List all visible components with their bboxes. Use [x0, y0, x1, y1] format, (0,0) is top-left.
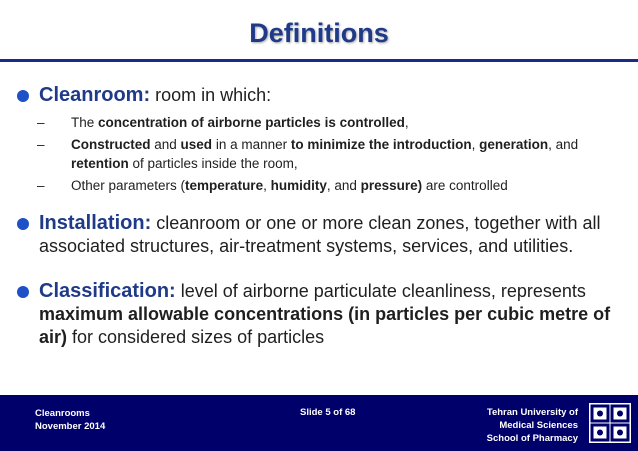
bullet-dot-icon [17, 90, 29, 102]
definition-installation: cleanroom or one or more clean zones, together with all associated structures, air-treatment systems, services, and utilities. [39, 213, 601, 256]
footer-slide-number: Slide 5 of 68 [300, 407, 356, 418]
definition-classification-part1: level of airborne particulate cleanliness, represents [175, 281, 586, 301]
institution-line-1: Tehran University of [486, 407, 578, 418]
footer-date: November 2014 [35, 421, 106, 432]
footer-course: Cleanrooms [35, 408, 90, 419]
slide-title: Definitions [249, 18, 389, 48]
footer-left [35, 407, 105, 433]
sub-bullet-run: in a manner [212, 137, 291, 152]
sub-bullet-run: of particles inside the room, [128, 156, 298, 171]
sub-bullet-run: used [180, 137, 213, 152]
dash-marker: – [37, 137, 45, 152]
sub-bullet-run: and [150, 137, 181, 152]
sub-bullet-run: The [71, 115, 99, 130]
dash-marker: – [37, 115, 45, 130]
sub-bullet-run: , [263, 178, 271, 193]
definition-classification-bold: maximum allowable concentrations (in particles per cubic metre of air) [39, 304, 611, 347]
footer-institution [487, 406, 578, 445]
university-logo-icon [589, 403, 631, 443]
sub-bullet-3 [37, 176, 622, 195]
sub-bullet-run: to minimize the introduction [290, 137, 472, 152]
slide-footer [0, 395, 638, 451]
sub-bullet-run: , and [548, 137, 579, 152]
institution-line-3: School of Pharmacy [486, 433, 578, 444]
sub-bullet-run: are controlled [422, 178, 508, 193]
sub-bullet-run: , [471, 137, 480, 152]
term-classification: Classification: [39, 280, 176, 302]
sub-bullet-1 [37, 113, 622, 132]
sub-bullet-run: pressure) [360, 178, 423, 193]
sub-bullet-run: concentration of airborne particles is controlled [98, 115, 405, 130]
title-underline [0, 59, 638, 62]
definition-classification-part2: for considered sizes of particles [67, 327, 325, 347]
bullet-dot-icon [17, 218, 29, 230]
institution-line-2: Medical Sciences [499, 420, 578, 431]
bullet-classification [17, 280, 622, 349]
sub-bullet-run: retention [71, 156, 129, 171]
sub-bullet-2 [37, 135, 622, 173]
bullet-installation [17, 212, 622, 258]
sub-bullet-run: , and [326, 178, 361, 193]
dash-marker: – [37, 178, 45, 193]
sub-bullet-run: Other parameters ( [71, 178, 186, 193]
sub-bullet-run: , [404, 115, 409, 130]
sub-bullet-text [37, 113, 622, 132]
term-cleanroom: Cleanroom: [39, 84, 151, 106]
definition-cleanroom: room in which: [150, 85, 272, 105]
sub-bullet-run: Constructed [71, 137, 151, 152]
bullet-cleanroom [17, 84, 622, 107]
sub-bullet-text [37, 135, 622, 173]
sub-bullet-text [37, 176, 622, 195]
bullet-dot-icon [17, 286, 29, 298]
sub-bullet-run: generation [479, 137, 549, 152]
term-installation: Installation: [39, 212, 152, 234]
sub-bullet-run: humidity [270, 178, 327, 193]
sub-bullet-run: temperature [185, 178, 264, 193]
